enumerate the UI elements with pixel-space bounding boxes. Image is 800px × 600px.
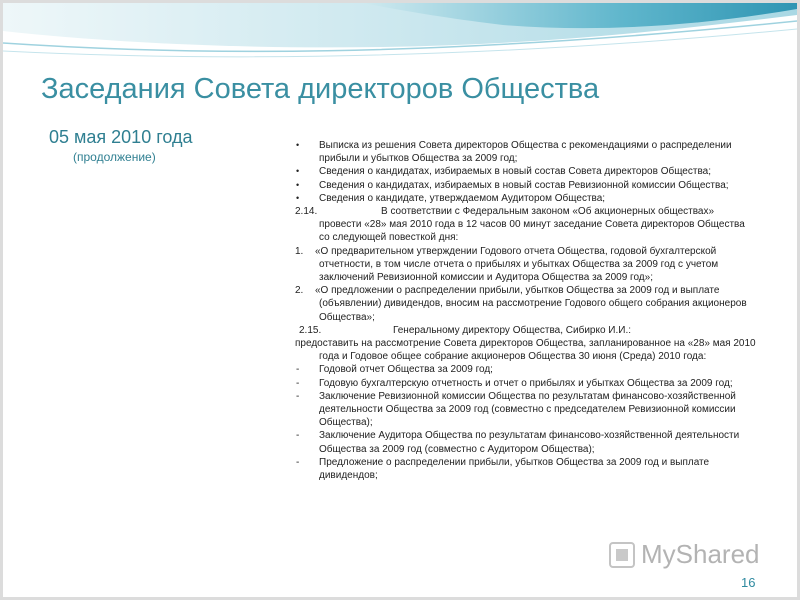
list-item: • Сведения о кандидатах, избираемых в новый состав Совета директоров Общества; xyxy=(296,166,711,178)
slide-subtitle: (продолжение) xyxy=(73,150,156,164)
list-item: • Сведения о кандидате, утверждаемом Аудитором Общества; xyxy=(296,192,606,204)
agenda-item: 2. «О предложении о распределении прибыли, убытков Общества за 2009 год и выплате (объявлении) дивидендов, вносим на рассмотрение Годового общего собрания акционеров Общества»; xyxy=(295,285,747,323)
watermark-icon xyxy=(609,542,635,568)
decorative-wave-header xyxy=(3,3,797,83)
list-item: - Заключение Ревизионной комиссии Общества по результатам финансово-хозяйственной деятельности Общества за 2009 год (совместно с председателем Ревизионной комиссии Общества); xyxy=(296,390,736,429)
list-item: - Годовую бухгалтерскую отчетность и отчет о прибылях и убытках Общества за 2009 год; xyxy=(296,377,733,389)
slide xyxy=(3,3,797,597)
list-item: - Годовой отчет Общества за 2009 год; xyxy=(296,364,493,376)
slide-body xyxy=(295,139,757,482)
section-2-14: 2.14. В соответствии с Федеральным законом «Об акционерных обществах» провести «28» мая 2010 года в 12 часов 00 минут заседание Совета директоров Общества со следующей повесткой дня: xyxy=(295,206,745,244)
list-item: • Выписка из решения Совета директоров Общества с рекомендациями о распределении прибыли и убытков Общества за 2009 год; xyxy=(296,140,732,165)
watermark-text: MyShared xyxy=(641,539,760,569)
list-item: • Сведения о кандидатах, избираемых в новый состав Ревизионной комиссии Общества; xyxy=(296,179,729,191)
list-item: - Заключение Аудитора Общества по результатам финансово-хозяйственной деятельности Общества за 2009 год (совместно с Аудитором Общества); xyxy=(296,430,740,455)
slide-title: Заседания Совета директоров Общества xyxy=(41,73,600,105)
section-2-15: 2.15. Генеральному директору Общества, Сибирко И.И.: xyxy=(299,324,631,336)
page-number: 16 xyxy=(741,575,756,590)
paragraph: предоставить на рассмотрение Совета директоров Общества, запланированное на «28» мая 2010 года и Годовое общее собрание акционеров Общества 30 июня (Среда) 2010 года: xyxy=(295,338,756,363)
meeting-date: 05 мая 2010 года xyxy=(49,127,193,147)
list-item: - Предложение о распределении прибыли, убытков Общества за 2009 год и выплате дивидендов; xyxy=(296,456,710,482)
agenda-item: 1. «О предварительном утверждении Годового отчета Общества, годовой бухгалтерской отчетности, в том числе отчета о прибылях и убытках Общества за 2009 год с учетом заключений Ревизионной комиссии и Аудитора Общества за 2009 год»; xyxy=(295,245,719,284)
watermark-logo xyxy=(609,539,760,570)
